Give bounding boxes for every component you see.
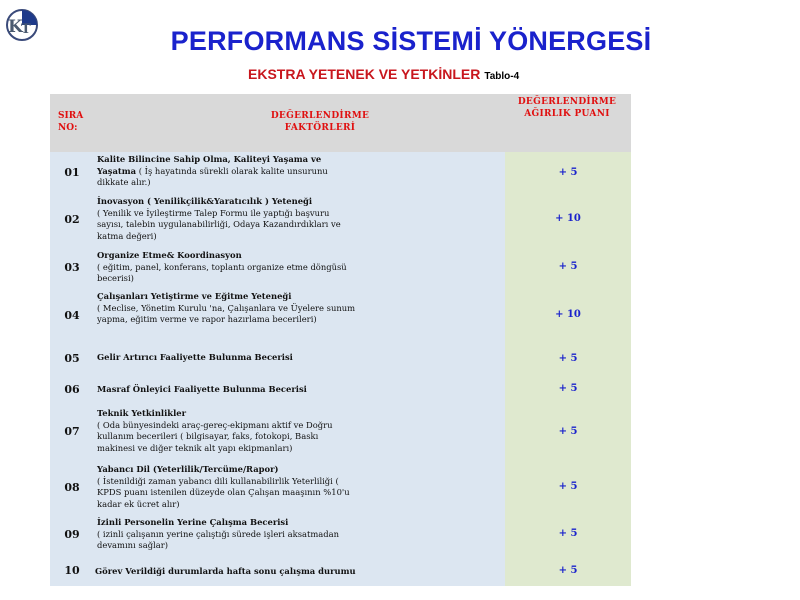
svg-text:T: T bbox=[21, 22, 31, 37]
row-score: + 5 bbox=[558, 426, 578, 437]
row-score: + 5 bbox=[558, 261, 578, 272]
row-number: 08 bbox=[64, 481, 80, 494]
table-row bbox=[50, 408, 631, 460]
table-header bbox=[50, 94, 631, 152]
row-factor bbox=[95, 566, 395, 578]
row-score: + 5 bbox=[558, 481, 578, 492]
factor-title: İzinli Personelin Yerine Çalışma Becerisi bbox=[97, 517, 289, 527]
table-reference: Tablo-4 bbox=[484, 71, 520, 82]
table-row bbox=[50, 462, 631, 516]
row-number: 02 bbox=[64, 213, 80, 226]
factor-title: İnovasyon ( Yenilikçilik&Yaratıcılık ) Yeteneği bbox=[97, 196, 313, 206]
svg-text:K: K bbox=[8, 17, 23, 37]
factor-title: Organize Etme& Koordinasyon bbox=[97, 250, 242, 260]
row-number: 01 bbox=[64, 166, 80, 179]
row-factor bbox=[97, 291, 357, 326]
row-score: + 5 bbox=[558, 528, 578, 539]
row-number: 09 bbox=[64, 528, 80, 541]
row-factor bbox=[97, 352, 357, 364]
factor-title: Çalışanları Yetiştirme ve Eğitme Yeteneği bbox=[97, 291, 292, 301]
factor-title: Teknik Yetkinlikler bbox=[97, 408, 186, 418]
table-row bbox=[50, 346, 631, 374]
row-score: + 10 bbox=[555, 309, 581, 320]
table-row bbox=[50, 376, 631, 404]
subtitle-text: EKSTRA YETENEK VE YETKİNLER bbox=[248, 66, 481, 82]
row-factor bbox=[97, 154, 357, 189]
row-factor bbox=[97, 408, 357, 454]
row-score: + 5 bbox=[558, 353, 578, 364]
row-score: + 5 bbox=[558, 167, 578, 178]
row-factor bbox=[97, 384, 357, 396]
header-factors: DEĞERLENDİRME FAKTÖRLERİ bbox=[270, 111, 370, 133]
header-weight-score: DEĞERLENDİRME AĞIRLIK PUANI bbox=[517, 97, 617, 119]
factor-title: Gelir Artırıcı Faaliyette Bulunma Becerisi bbox=[97, 352, 293, 362]
factor-description: ( izinli çalışanın yerine çalıştığı sürede işleri aksatmadan devamını sağlar) bbox=[97, 528, 340, 550]
table-row bbox=[50, 152, 631, 192]
factor-description: ( eğitim, panel, konferans, toplantı organize etme döngüsü becerisi) bbox=[97, 261, 347, 283]
row-number: 07 bbox=[64, 425, 80, 438]
factor-description: ( İş hayatında sürekli olarak kalite unsurunu dikkate alır.) bbox=[97, 165, 328, 187]
row-number: 04 bbox=[64, 309, 80, 322]
table-row bbox=[50, 250, 631, 290]
header-sira-no: SIRA NO: bbox=[58, 111, 84, 133]
factor-title: Masraf Önleyici Faaliyette Bulunma Becerisi bbox=[97, 384, 307, 394]
row-factor bbox=[97, 196, 357, 242]
row-factor bbox=[97, 250, 357, 285]
factor-description: ( Meclise, Yönetim Kurulu 'na, Çalışanlara ve Üyelere sunum yapma, eğitim verme ve rapor hazırlama becerileri) bbox=[97, 302, 356, 324]
row-score: + 10 bbox=[555, 213, 581, 224]
factor-title: Yabancı Dil (Yeterlilik/Tercüme/Rapor) bbox=[97, 464, 279, 474]
row-score: + 5 bbox=[558, 383, 578, 394]
factor-description: ( Yenilik ve İyileştirme Talep Formu ile yaptığı başvuru sayısı, talebin uygulanabilirliği, Odaya Kazandırdıkları ve katma değeri) bbox=[97, 207, 341, 241]
row-number: 10 bbox=[64, 564, 80, 577]
page-subtitle bbox=[248, 66, 519, 82]
table-row bbox=[50, 194, 631, 246]
row-number: 06 bbox=[64, 383, 80, 396]
factor-description: ( İstenildiği zaman yabancı dili kullanabilirlik Yeterliliği ( KPDS puanı istenilen düzeyde olan Çalışan maaşının %10'u kadar ek ücret alır) bbox=[97, 475, 350, 509]
row-number: 03 bbox=[64, 261, 80, 274]
row-score: + 5 bbox=[558, 565, 578, 576]
factor-title: Kalite Bilincine Sahip Olma, Kaliteyi Yaşama ve Yaşatma bbox=[97, 154, 322, 176]
row-factor bbox=[97, 517, 357, 552]
table-row bbox=[50, 560, 631, 584]
factor-description: ( Oda bünyesindeki araç-gereç-ekipmanı aktif ve Doğru kullanım becerileri ( bilgisayar, faks, fotokopi, Baskı makinesi ve diğer teknik alt yapı ekipmanları) bbox=[97, 419, 333, 453]
row-number: 05 bbox=[64, 352, 80, 365]
row-factor bbox=[97, 464, 357, 510]
table-row bbox=[50, 516, 631, 556]
page-title: PERFORMANS SİSTEMİ YÖNERGESİ bbox=[170, 26, 652, 56]
evaluation-table bbox=[50, 94, 631, 586]
factor-title: Görev Verildiği durumlarda hafta sonu çalışma durumu bbox=[95, 566, 356, 576]
table-row bbox=[50, 290, 631, 344]
